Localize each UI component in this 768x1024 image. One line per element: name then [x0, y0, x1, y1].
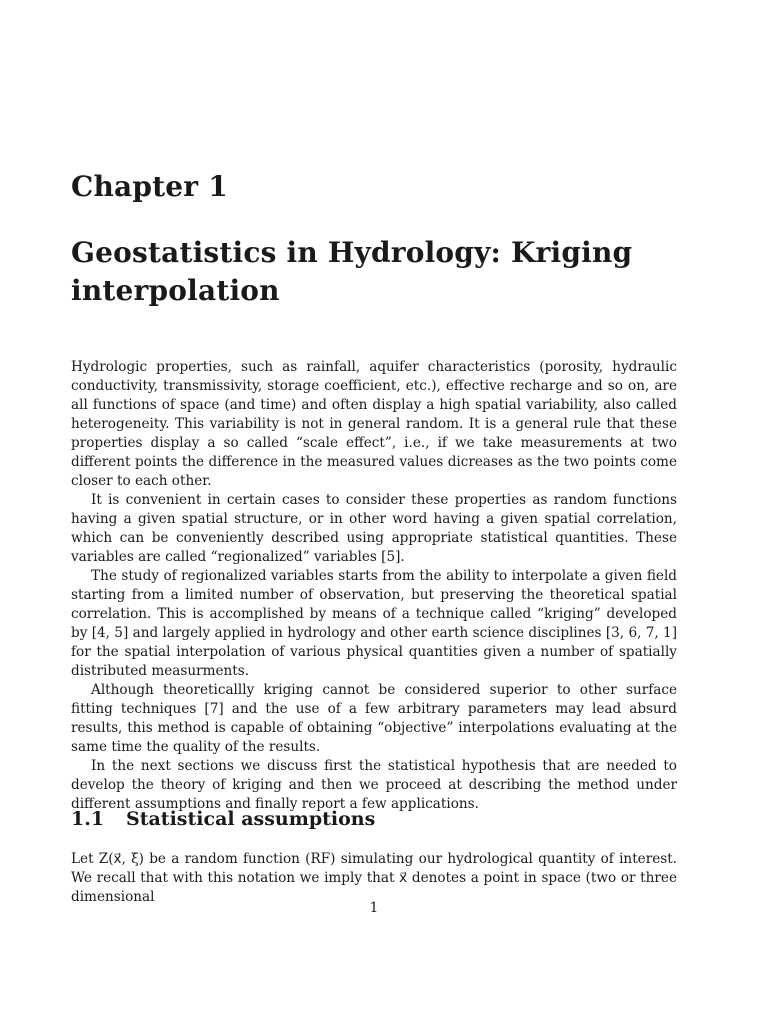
paragraph: The study of regionalized variables starts from the ability to interpolate a given field starting from a limited number of observation, but preserving the theoretical spatial correlation. This is accomplished by means of a technique called “kriging” developed by [4, 5] and largely applied in hydrology and other earth science disciplines [3, 6, 7, 1] for the spatial interpolation of various physical quantities given a number of spatially distributed measurments.: [71, 568, 677, 679]
page-number: 1: [369, 900, 379, 916]
paragraph: In the next sections we discuss first the statistical hypothesis that are needed to develop the theory of kriging and then we proceed at describing the method under different assumptions and finally report a few applications.: [71, 758, 677, 812]
chapter-body: [71, 358, 677, 814]
paragraph: Although theoreticallly kriging cannot be considered superior to other surface fitting techniques [7] and the use of a few arbitrary parameters may lead absurd results, this method is capable of obtaining “objective” interpolations evaluating at the same time the quality of the results.: [71, 682, 677, 755]
chapter-label: Chapter 1: [71, 170, 228, 203]
section-heading: [71, 808, 375, 830]
section-body: [71, 850, 677, 907]
paragraph: Let Z(x⃗, ξ) be a random function (RF) simulating our hydrological quantity of interest. We recall that with this notation we imply that x⃗ denotes a point in space (two or three dimensional: [71, 851, 677, 905]
paragraph: It is convenient in certain cases to consider these properties as random functions having a given spatial structure, or in other word having a given spatial correlation, which can be conveniently described using appropriate statistical quantities. These variables are called “regionalized” variables [5].: [71, 492, 677, 565]
section-title: Statistical assumptions: [126, 808, 376, 830]
paragraph: Hydrologic properties, such as rainfall, aquifer characteristics (porosity, hydraulic conductivity, transmissivity, storage coefficient, etc.), effective recharge and so on, are all functions of space (and time) and often display a high spatial variability, also called heterogeneity. This variability is not in general random. It is a general rule that these properties display a so called “scale effect”, i.e., if we take measurements at two different points the difference in the measured values dicreases as the two points come closer to each other.: [71, 359, 677, 489]
chapter-title: Geostatistics in Hydrology: Kriging interpolation: [71, 236, 633, 307]
section-number: 1.1: [71, 808, 105, 830]
page: [71, 0, 677, 1024]
